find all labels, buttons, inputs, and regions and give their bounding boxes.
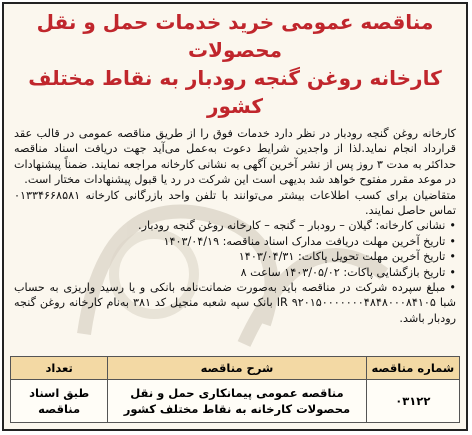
cell-quantity xyxy=(11,380,108,423)
notice-details-list xyxy=(14,218,456,326)
list-item-deposit: • مبلغ سپرده شرکت در مناقصه باید به‌صورت ضمانت‌نامه بانکی و یا رسید واریزی به حساب شبا IR ۹۲۰۱۵۰۰۰۰۰۰۰۴۸۴۸۰۰۰۸۴۱۰۵ بانک سپه شعبه منجیل کد ۳۸۱ به‌نام کارخانه روغن گنجه رودبار باشد. xyxy=(14,280,456,326)
title-line-2: کارخانه روغن گنجه رودبار به نقاط مختلف کشور xyxy=(28,66,442,118)
list-item-opening-date: • تاریخ بازگشایی پاکات: ۱۴۰۳/۰۵/۰۲ ساعت ۸ xyxy=(14,265,456,280)
notice-title xyxy=(4,8,466,120)
header-tender-description: شرح مناقصه xyxy=(108,357,366,380)
quantity-line-1: طبق اسناد xyxy=(29,386,90,400)
notice-body xyxy=(4,120,466,326)
description-line-1: مناقصه عمومی پیمانکاری حمل و نقل xyxy=(130,386,344,400)
list-item-address: • نشانی کارخانه: گیلان – رودبار – گنجه – کارخانه روغن گنجه رودبار. xyxy=(14,218,456,233)
quantity-line-2: مناقصه xyxy=(38,402,81,416)
list-item-document-deadline: • تاریخ آخرین مهلت دریافت مدارک اسناد مناقصه: ۱۴۰۳/۰۴/۱۹ xyxy=(14,234,456,249)
description-line-2: محصولات کارخانه به نقاط مختلف کشور xyxy=(123,402,351,416)
tender-table xyxy=(10,356,460,423)
body-paragraph-2: متقاضیان برای کسب اطلاعات بیشتر می‌توانند با تلفن واحد بازرگانی کارخانه ۰۱۳۳۴۶۶۸۵۸۱ تماس حاصل نمایند. xyxy=(14,188,456,218)
list-item-submission-deadline: • تاریخ آخرین مهلت تحویل پاکات: ۱۴۰۳/۰۴/۳۱ xyxy=(14,249,456,264)
table-header-row xyxy=(11,357,460,380)
title-line-1: مناقصه عمومی خرید خدمات حمل و نقل محصولات xyxy=(36,10,434,62)
cell-tender-description xyxy=(108,380,366,423)
header-tender-number: شماره مناقصه xyxy=(366,357,459,380)
header-quantity: تعداد xyxy=(11,357,108,380)
table-row xyxy=(11,380,460,423)
body-paragraph-1: کارخانه روغن گنجه رودبار در نظر دارد خدمات فوق را از طریق مناقصه عمومی در قالب عقد قرارداد انجام نماید.لذا از واجدین شرایط دعوت به‌عمل می‌آید جهت دریافت اسناد مناقصه حداکثر به مدت ۳ روز پس از نشر آخرین آگهی به نشانی کارخانه مراجعه نمایند. ضمناً پیشنهادات در موعد مقرر مفتوح خواهد شد بدیهی است این شرکت در رد یا قبول پیشنهادات مختار است. xyxy=(14,127,456,187)
cell-tender-number: ۰۳۱۲۲ xyxy=(366,380,459,423)
tender-notice xyxy=(2,2,468,431)
